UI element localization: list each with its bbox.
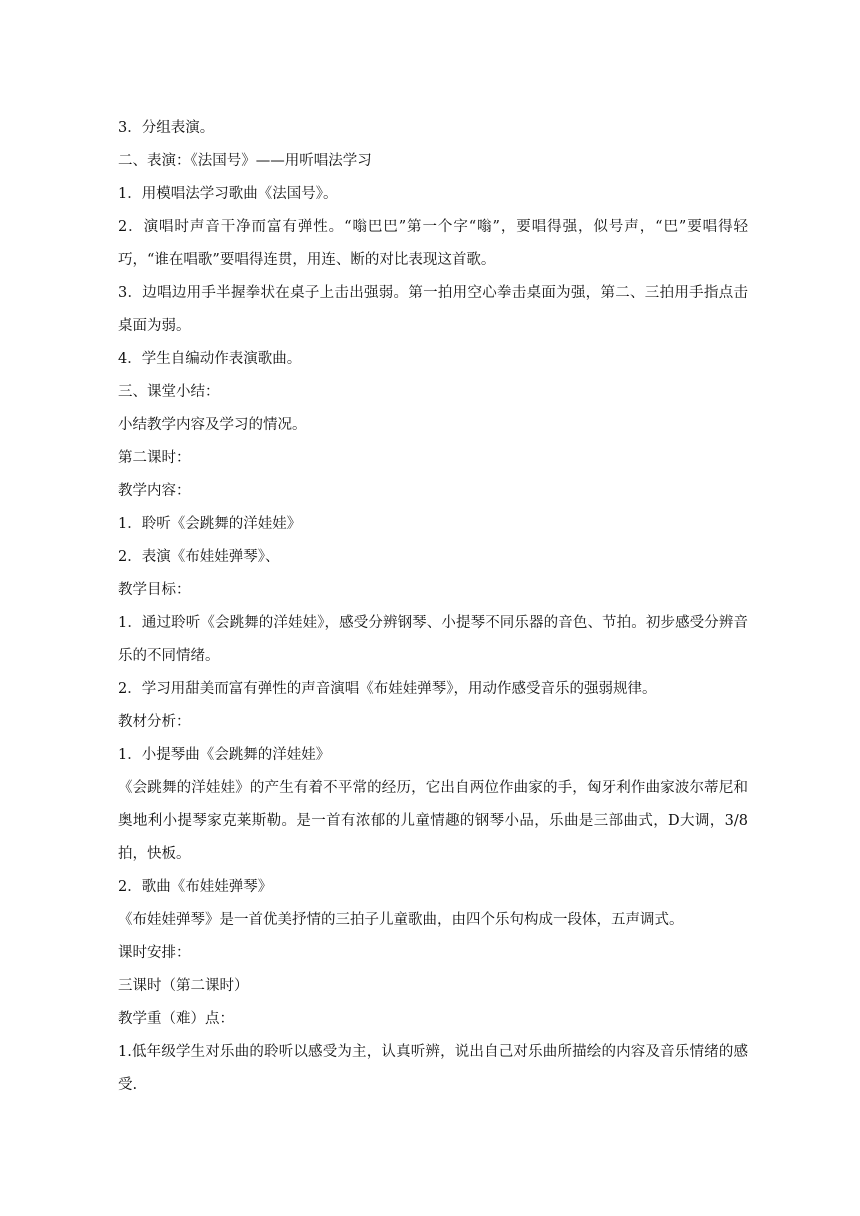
section-heading: 课时安排： [118, 945, 191, 961]
paragraph: 4．学生自编动作表演歌曲。 [118, 351, 302, 367]
section-heading: 三、课堂小结： [118, 384, 220, 400]
paragraph: 2．演唱时声音干净而富有弹性。“嗡巴巴”第一个字“嗡”，要唱得强，似号声，“巴”要唱得轻巧，“谁在唱歌”要唱得连贯，用连、断的对比表现这首歌。 [118, 219, 748, 268]
paragraph: 小结教学内容及学习的情况。 [118, 417, 307, 433]
section-heading: 教学内容： [118, 483, 191, 499]
paragraph: 《会跳舞的洋娃娃》的产生有着不平常的经历，它出自两位作曲家的手，匈牙利作曲家波尔蒂尼和奥地利小提琴家克莱斯勒。是一首有浓郁的儿童情趣的钢琴小品，乐曲是三部曲式，D大调，3/8拍，快板。 [118, 780, 748, 862]
section-heading: 第二课时： [118, 450, 191, 466]
paragraph: 1.低年级学生对乐曲的聆听以感受为主，认真听辨，说出自己对乐曲所描绘的内容及音乐情绪的感受. [118, 1044, 748, 1093]
document-body [118, 112, 748, 1102]
paragraph: 2．学习用甜美而富有弹性的声音演唱《布娃娃弹琴》，用动作感受音乐的强弱规律。 [118, 681, 657, 697]
section-heading: 二、表演：《法国号》——用听唱法学习 [118, 153, 372, 169]
paragraph: 1．通过聆听《会跳舞的洋娃娃》，感受分辨钢琴、小提琴不同乐器的音色、节拍。初步感受分辨音乐的不同情绪。 [118, 615, 748, 664]
section-heading: 教材分析： [118, 714, 191, 730]
paragraph: 3．分组表演。 [118, 120, 215, 136]
paragraph: 1．聆听《会跳舞的洋娃娃》 [118, 516, 302, 532]
paragraph: 三课时（第二课时） [118, 978, 249, 994]
paragraph: 2．表演《布娃娃弹琴》、 [118, 549, 280, 565]
section-heading: 教学重（难）点： [118, 1011, 234, 1027]
paragraph: 2．歌曲《布娃娃弹琴》 [118, 879, 273, 895]
paragraph: 《布娃娃弹琴》是一首优美抒情的三拍子儿童歌曲，由四个乐句构成一段体，五声调式。 [118, 912, 684, 928]
section-heading: 教学目标： [118, 582, 191, 598]
paragraph: 1．用模唱法学习歌曲《法国号》。 [118, 186, 338, 202]
paragraph: 3．边唱边用手半握拳状在桌子上击出强弱。第一拍用空心拳击桌面为强，第二、三拍用手指点击桌面为弱。 [118, 285, 748, 334]
paragraph: 1．小提琴曲《会跳舞的洋娃娃》 [118, 747, 331, 763]
